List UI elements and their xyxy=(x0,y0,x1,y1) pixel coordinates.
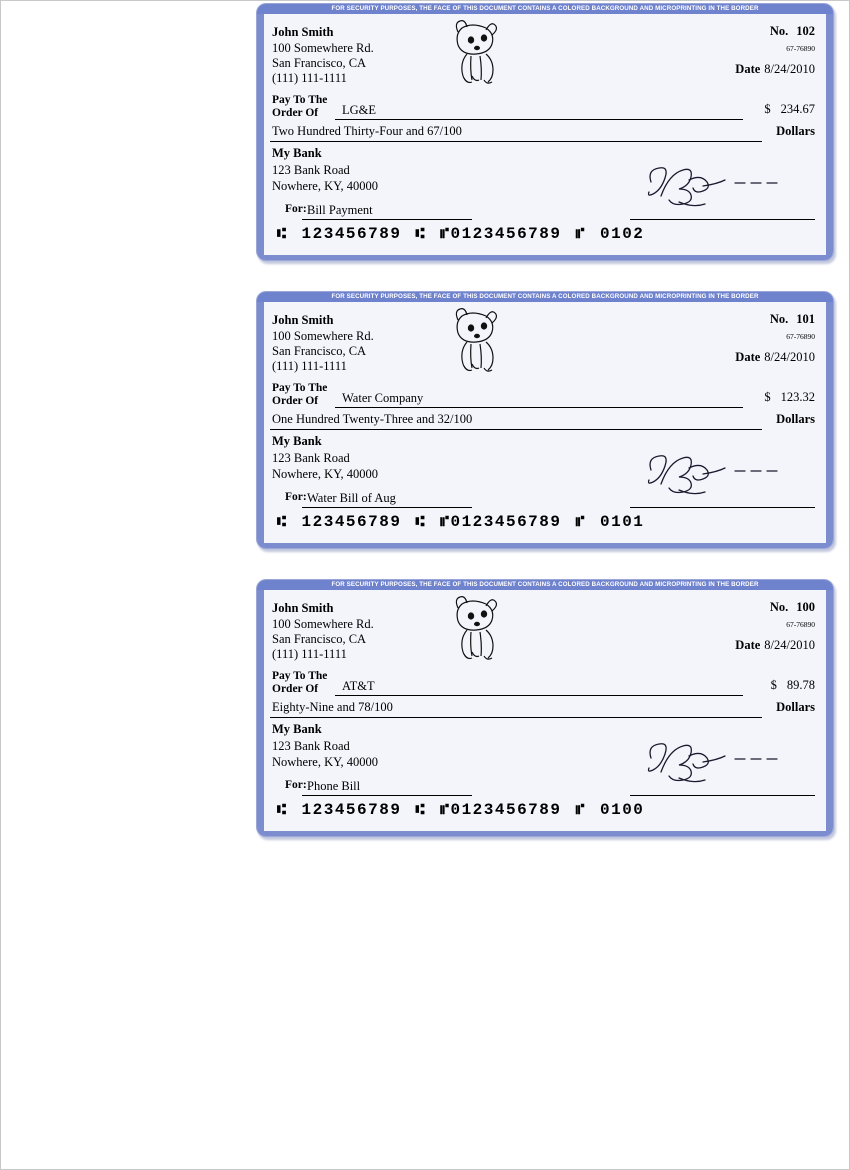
memo-label: For: xyxy=(285,491,307,503)
payer-address-line1: 100 Somewhere Rd. xyxy=(272,41,374,55)
micr-account: 0123456789 xyxy=(450,801,562,819)
pay-to-the-label: Pay To The xyxy=(272,382,328,394)
payer-phone: (111) 111-1111 xyxy=(272,647,347,661)
checks-container xyxy=(256,3,836,867)
routing-fraction: 67-76890 xyxy=(786,620,815,629)
bank-address-line1: 123 Bank Road xyxy=(272,163,350,177)
payer-phone: (111) 111-1111 xyxy=(272,71,347,85)
payee-field xyxy=(337,103,834,118)
micr-check-number: 0101 xyxy=(600,513,645,531)
bank-address-line1: 123 Bank Road xyxy=(272,451,350,465)
bank-name: My Bank xyxy=(272,722,322,736)
payee-value: AT&T xyxy=(342,679,375,693)
bank-address-line1: 123 Bank Road xyxy=(272,739,350,753)
payer-address-line1: 100 Somewhere Rd. xyxy=(272,617,374,631)
right-border-bar xyxy=(826,580,833,836)
micr-routing-symbol-end: ⑆ xyxy=(415,512,426,530)
routing-fraction: 67-76890 xyxy=(786,332,815,341)
payer-address-line1: 100 Somewhere Rd. xyxy=(272,329,374,343)
amount-value: 234.67 xyxy=(780,102,815,116)
payer-name: John Smith xyxy=(272,313,334,327)
amount-numeric xyxy=(764,390,815,405)
signature-mark xyxy=(643,450,793,502)
left-border-bar xyxy=(257,292,264,548)
micr-line xyxy=(277,512,644,531)
bank-address-line2: Nowhere, KY, 40000 xyxy=(272,179,379,193)
payee-value: LG&E xyxy=(342,103,377,117)
date-label: Date xyxy=(735,638,761,652)
micr-routing-symbol-end: ⑆ xyxy=(415,800,426,818)
check-item[interactable] xyxy=(256,579,834,837)
payer-name: John Smith xyxy=(272,25,334,39)
micr-routing-symbol-end: ⑆ xyxy=(415,224,426,242)
bank-name: My Bank xyxy=(272,146,322,160)
micr-account-symbol: ⑈ xyxy=(439,224,451,242)
micr-account: 0123456789 xyxy=(450,513,562,531)
memo-value: Phone Bill xyxy=(307,779,361,793)
signature-rule xyxy=(630,219,815,220)
check-number xyxy=(770,312,815,327)
micr-routing-symbol: ⑆ xyxy=(277,224,288,242)
micr-routing: 123456789 xyxy=(301,225,402,243)
check-date xyxy=(735,350,815,365)
micr-line xyxy=(277,800,644,819)
right-border-bar xyxy=(826,4,833,260)
right-border-bar xyxy=(826,292,833,548)
amount-words-rule xyxy=(270,429,762,430)
date-label: Date xyxy=(735,350,761,364)
check-number-label: No. xyxy=(769,312,789,326)
amount-words-rule xyxy=(270,717,762,718)
memo-rule xyxy=(302,795,472,796)
pay-to-the-label: Pay To The xyxy=(272,94,328,106)
payee-field xyxy=(337,391,834,406)
payer-address-line2: San Francisco, CA xyxy=(272,56,367,70)
check-number-value: 102 xyxy=(796,24,815,38)
date-value: 8/24/2010 xyxy=(764,638,815,652)
payee-field xyxy=(337,679,834,694)
memo-rule xyxy=(302,507,472,508)
security-notice-bar: FOR SECURITY PURPOSES, THE FACE OF THIS DOCUMENT CONTAINS A COLORED BACKGROUND AND MICROPRINTING IN THE BORDER xyxy=(257,292,833,302)
dog-doodle-icon xyxy=(442,304,512,374)
amount-numeric xyxy=(771,678,815,693)
dollars-label: Dollars xyxy=(776,124,815,138)
dollar-sign-label: $ xyxy=(764,102,771,116)
amount-words-rule xyxy=(270,141,762,142)
payer-phone: (111) 111-1111 xyxy=(272,359,347,373)
payee-value: Water Company xyxy=(342,391,424,405)
payee-rule xyxy=(335,407,743,408)
bank-address-line2: Nowhere, KY, 40000 xyxy=(272,755,379,769)
check-number xyxy=(770,600,815,615)
bank-address-line2: Nowhere, KY, 40000 xyxy=(272,467,379,481)
payer-address-line2: San Francisco, CA xyxy=(272,344,367,358)
check-number-value: 100 xyxy=(796,600,815,614)
micr-account-symbol-end: ⑈ xyxy=(575,512,586,530)
memo-rule xyxy=(302,219,472,220)
amount-value: 89.78 xyxy=(786,678,815,692)
micr-routing-symbol: ⑆ xyxy=(277,800,288,818)
pay-to-the-label: Pay To The xyxy=(272,670,328,682)
memo-value: Water Bill of Aug xyxy=(307,491,396,505)
amount-in-words: One Hundred Twenty-Three and 32/100 xyxy=(272,412,473,426)
left-border-bar xyxy=(257,580,264,836)
dollar-sign-label: $ xyxy=(764,390,771,404)
check-number-label: No. xyxy=(769,24,789,38)
security-notice-bar: FOR SECURITY PURPOSES, THE FACE OF THIS DOCUMENT CONTAINS A COLORED BACKGROUND AND MICROPRINTING IN THE BORDER xyxy=(257,580,833,590)
signature-mark xyxy=(643,738,793,790)
micr-line xyxy=(277,224,644,243)
amount-in-words: Eighty-Nine and 78/100 xyxy=(272,700,393,714)
check-item[interactable] xyxy=(256,291,834,549)
micr-routing: 123456789 xyxy=(301,801,402,819)
check-item[interactable] xyxy=(256,3,834,261)
check-number-label: No. xyxy=(769,600,789,614)
payee-rule xyxy=(335,119,743,120)
bank-name: My Bank xyxy=(272,434,322,448)
security-notice-bar: FOR SECURITY PURPOSES, THE FACE OF THIS DOCUMENT CONTAINS A COLORED BACKGROUND AND MICROPRINTING IN THE BORDER xyxy=(257,4,833,14)
date-label: Date xyxy=(735,62,761,76)
amount-in-words: Two Hundred Thirty-Four and 67/100 xyxy=(272,124,462,138)
memo-value: Bill Payment xyxy=(307,203,373,217)
check-number xyxy=(770,24,815,39)
left-border-bar xyxy=(257,4,264,260)
date-value: 8/24/2010 xyxy=(764,62,815,76)
memo-label: For: xyxy=(285,203,307,215)
micr-check-number: 0100 xyxy=(600,801,645,819)
micr-account-symbol: ⑈ xyxy=(439,512,451,530)
micr-check-number: 0102 xyxy=(600,225,645,243)
signature-mark xyxy=(643,162,793,214)
micr-routing-symbol: ⑆ xyxy=(277,512,288,530)
amount-value: 123.32 xyxy=(780,390,815,404)
payer-name: John Smith xyxy=(272,601,334,615)
dog-doodle-icon xyxy=(442,592,512,662)
check-date xyxy=(735,638,815,653)
micr-account: 0123456789 xyxy=(450,225,562,243)
dollar-sign-label: $ xyxy=(770,678,777,692)
payee-rule xyxy=(335,695,743,696)
order-of-label: Order Of xyxy=(272,107,319,119)
order-of-label: Order Of xyxy=(272,395,319,407)
micr-account-symbol-end: ⑈ xyxy=(575,800,586,818)
payer-address-line2: San Francisco, CA xyxy=(272,632,367,646)
memo-label: For: xyxy=(285,779,307,791)
date-value: 8/24/2010 xyxy=(764,350,815,364)
signature-rule xyxy=(630,507,815,508)
check-number-value: 101 xyxy=(796,312,815,326)
micr-routing: 123456789 xyxy=(301,513,402,531)
routing-fraction: 67-76890 xyxy=(786,44,815,53)
dollars-label: Dollars xyxy=(776,412,815,426)
dog-doodle-icon xyxy=(442,16,512,86)
signature-rule xyxy=(630,795,815,796)
amount-numeric xyxy=(764,102,815,117)
dollars-label: Dollars xyxy=(776,700,815,714)
micr-account-symbol: ⑈ xyxy=(439,800,451,818)
order-of-label: Order Of xyxy=(272,683,319,695)
check-date xyxy=(735,62,815,77)
micr-account-symbol-end: ⑈ xyxy=(575,224,586,242)
